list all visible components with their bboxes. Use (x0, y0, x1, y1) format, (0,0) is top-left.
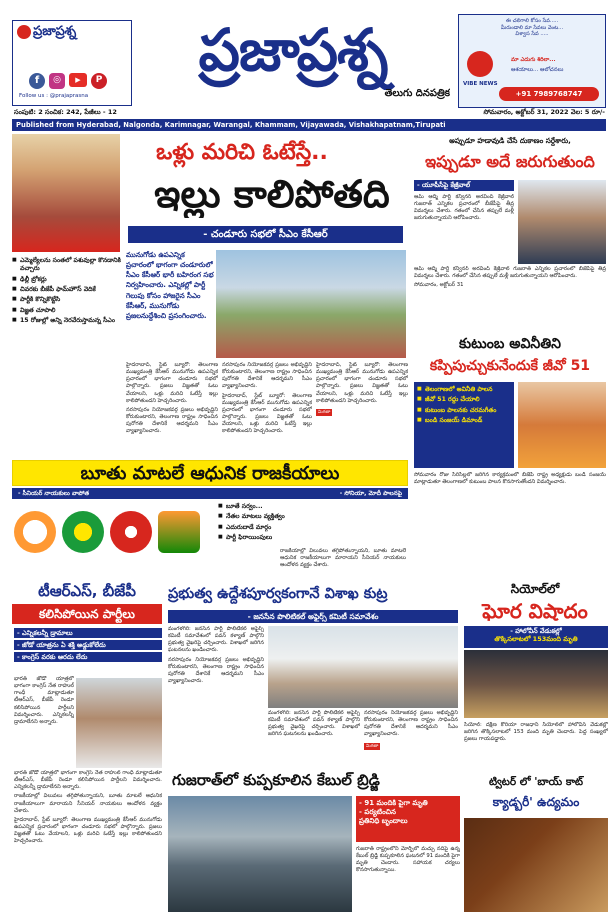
list-item: ■ ఎదురుదాడే మార్గం (218, 523, 408, 533)
janasena-body2 (268, 710, 360, 760)
party-symbols (14, 502, 214, 562)
kejriwal-kicker: అప్పుడూ హడావుడి చేసే దుకాణం సర్దేశారు, (449, 136, 571, 145)
list-item: ■ పార్టీ ఫిరాయింపులు (218, 533, 408, 543)
jio-bullets (417, 385, 511, 426)
trs-bullet: - జోడో యాత్రను ఏ శక్తి అడ్డుకోలేదు (14, 640, 162, 650)
small-logo-follow: Follow us : @prajaprasna (19, 93, 89, 99)
list-item: ■ తెలంగాణలో అవినీతి పాలన (417, 385, 511, 395)
jio-kicker: కుటుంబ అవినీతిని (458, 336, 562, 352)
body-text: హైదరాబాద్, స్టేట్ బ్యూరో: తెలంగాణ ముఖ్యమంత్రి కేసీఆర్ మునుగోడు ఉపఎన్నిక ప్రచారంలో భాగంగా చండూరు సభలో పాల్గొన్నారు. ప్రజలు విజ్ఞతతో ఓటు వేయాలని, ఒళ్లు మరిచి ఓటేస్తే ఇల్లు కాలిపోతుందని హెచ్చరించారు. (316, 362, 408, 404)
ad-tag2: ఆశయాలు... ఆలోచనలు (511, 67, 564, 73)
small-logo-globe-icon (17, 25, 31, 39)
kejriwal-body (414, 194, 514, 264)
list-item: ■ బండి సంజయ్ డిమాండ్ (417, 416, 511, 426)
published-bar: Published from Hyderabad, Nalgonda, Karimnagar, Warangal, Khammam, Vijayawada, Vishakhapatnam,Tirupati (12, 119, 606, 131)
lead-body-col2 (222, 362, 312, 454)
korea-sub (464, 626, 608, 648)
body-text: హైదరాబాద్, స్టేట్ బ్యూరో: తెలంగాణ ముఖ్యమంత్రి కేసీఆర్ మునుగోడు ఉపఎన్నిక ప్రచారంలో భాగంగా చండూరు సభలో పాల్గొన్నారు. ప్రజలు విజ్ఞతతో ఓటు వేయాలని, ఒళ్లు మరిచి ఓటేస్తే ఇల్లు కాలిపోతుందని హెచ్చరించారు. (126, 362, 218, 404)
body-text: గుజరాత్ రాష్ట్రంలోని మోర్బీలో మచ్చు నదిపై ఉన్న కేబుల్ బ్రిడ్జి కుప్పకూలిన ఘటనలో 91 మందికి పైగా మృతి చెందారు. సహాయక చర్యలు కొనసాగుతున్నాయి. (356, 846, 460, 874)
body-text: నరసాపురం నియోజకవర్గ ప్రజలు అభివృద్ధిని కోరుకుంటారని, తెలంగాణ రాష్ట్రం సాధించిన పురోగతి దేశానికే ఆదర్శమని సీఎం వ్యాఖ్యానించారు. (126, 406, 218, 435)
small-logo-box (12, 20, 132, 106)
ad-line2: మీరుండాలి మా సేవలు వెంట... (500, 24, 564, 31)
list-item: ■ బూతే సర్వం... (218, 502, 408, 512)
korea-headline: ఘోర విషాదం (482, 599, 588, 623)
politics-bar-text: - సీనియర్ నాయకులు వాపోత (18, 490, 90, 497)
small-logo-title: ప్రజాప్రశ్న (33, 24, 77, 39)
body-text: మంగళగిరి: జనసేన పార్టీ పొలిటికల్ అఫైర్స్ కమిటీ సమావేశంలో పవన్ కళ్యాణ్ పాల్గొని ప్రభుత్వ వైఖరిపై చర్చించారు. విశాఖలో జరిగిన ఘటనలను ఖండించారు. (168, 626, 264, 654)
lead-intro: మునుగోడు ఉపఎన్నిక ప్రచారంలో భాగంగా చండూరులో సీఎం కేసీఆర్ భారీ బహిరంగ సభ నిర్వహించారు. ఎన్నికల్లో పార్టీ గెలుపు కోసం హాజరైన సీఎం కేసీఆర్, మునుగోడు ప్రజలనుద్దేశించి ప్రసంగించారు. (126, 251, 214, 320)
lead-body-col1 (126, 362, 218, 454)
date-line: సోమవారం, అక్టోబర్ 31, 2022 వెల: 5 రూ/- (483, 108, 605, 116)
bandi-photo (518, 382, 606, 468)
party-symbol-icon (62, 511, 104, 553)
korea-sub2: తొక్కిసలాటలో 153మంది మృతి (494, 635, 578, 644)
rahul-photo (76, 678, 162, 768)
trs-body (14, 676, 74, 766)
trs-bullet: - ఎన్నికలన్నీ డ్రామాలు (14, 628, 162, 638)
list-item: ■ పార్టీకి కొన్నికొట్టేసి (12, 295, 122, 305)
body-text: రాజకీయాల్లో విలువలు తగ్గిపోతున్నాయని, బూతు మాటలే ఆధునిక రాజకీయాలుగా మారాయని సీనియర్ నాయకులు ఆందోళన వ్యక్తం చేశారు. (280, 548, 406, 569)
body-text: మంగళగిరి: జనసేన పార్టీ పొలిటికల్ అఫైర్స్ కమిటీ సమావేశంలో పవన్ కళ్యాణ్ పాల్గొని ప్రభుత్వ వైఖరిపై చర్చించారు. విశాఖలో జరిగిన ఘటనలను ఖండించారు. (268, 710, 360, 738)
body-text: ఆమ్ ఆద్మీ పార్టీ కన్వీనర్ అరవింద్ కేజ్రీవాల్ గుజరాత్ ఎన్నికల ప్రచారంలో బీజేపీపై తీవ్ర విమర్శలు చేశారు. గతంలో చేసిన తప్పులే మళ్లీ జరుగుతున్నాయని ఆరోపించారు. (414, 194, 514, 222)
politics-bar (12, 488, 408, 499)
party-symbol-icon (158, 511, 200, 553)
ad-line3: విశ్వాస సేవ ..... (515, 31, 549, 37)
trs-bullet: - కాంగ్రెస్ వరకు ఆరదు లేదు (14, 652, 162, 662)
ad-brand: VIBE NEWS (463, 81, 498, 87)
kejriwal-body2 (414, 266, 606, 326)
list-item: ■ ఎమ్మెల్యేలను సంతలో పశువుల్లా కొనడానికి వచ్చారు (12, 256, 122, 275)
gujarat-bullet: ప్రతినిధి బృందాలు (359, 816, 408, 825)
body-text: హైదరాబాద్, స్టేట్ బ్యూరో: తెలంగాణ ముఖ్యమంత్రి కేసీఆర్ మునుగోడు ఉపఎన్నిక ప్రచారంలో భాగంగా చండూరు సభలో పాల్గొన్నారు. ప్రజలు విజ్ఞతతో ఓటు వేయాలని, ఒళ్లు మరిచి ఓటేస్తే ఇల్లు కాలిపోతుందని హెచ్చరించారు. (14, 816, 162, 845)
lead-headline: ఇల్లు కాలిపోతది (154, 172, 390, 216)
list-item: ■ విజ్ఞత చూపాలి (12, 306, 122, 316)
jio-bullet-box (414, 382, 514, 468)
twitter-headline (464, 772, 608, 816)
body-text: సోమవారం రోజు సిరిసిల్లలో జరిగిన కార్యక్రమంలో బీజేపీ రాష్ట్ర అధ్యక్షుడు బండి సంజయ్ మాట్లాడుతూ తెలంగాణలో కుటుంబ పాలన కొనసాగుతోందని విమర్శించారు. (414, 472, 606, 486)
ad-phone[interactable]: +91 7989768747 (499, 87, 599, 101)
ad-tag1: మా ఎదుగు శిరిలా... (511, 57, 556, 63)
kejriwal-sub: - యూపీసీపై కేజ్రీవాల్ (414, 180, 514, 191)
body-text: నరసాపురం నియోజకవర్గ ప్రజలు అభివృద్ధిని కోరుకుంటారని, తెలంగాణ రాష్ట్రం సాధించిన పురోగతి దేశానికే ఆదర్శమని సీఎం వ్యాఖ్యానించారు. (364, 710, 458, 738)
body-text: నరసాపురం నియోజకవర్గ ప్రజలు అభివృద్ధిని కోరుకుంటారని, తెలంగాణ రాష్ట్రం సాధించిన పురోగతి దేశానికే ఆదర్శమని సీఎం వ్యాఖ్యానించారు. (168, 656, 264, 684)
list-item: ■ కుటుంబ పాలనకు చరమగీతం (417, 406, 511, 416)
more-tag[interactable]: మిగతా (318, 409, 331, 415)
party-symbol-icon (110, 511, 152, 553)
ad-line1: ఈ చలిగాలి కోసం సేవ..... (505, 18, 559, 24)
jio-headline: కప్పిపుచ్చుకునేందుకే జీవో 51 (429, 358, 591, 374)
lead-kicker: ఒళ్లు మరిచి ఓటేస్తే.. (156, 140, 328, 165)
pinterest-icon[interactable]: P (91, 73, 107, 89)
more-tag[interactable]: మిగతా (366, 743, 379, 749)
korea-kicker: సియోల్‌లో (510, 582, 560, 596)
gujarat-bullet: - 91 మందికి పైగా మృతి (359, 799, 428, 807)
list-item: ■ నేతల మాటలు వ్యక్తిత్వం (218, 512, 408, 522)
masthead-tagline: తెలుగు దినపత్రిక (384, 88, 450, 99)
body-text: సియోల్: దక్షిణ కొరియా రాజధాని సియోల్‌లో హాలోవీన్ వేడుకల్లో జరిగిన తొక్కిసలాటలో 153 మంది మృతి చెందారు. పెద్ద సంఖ్యలో ప్రజలు గాయపడ్డారు. (464, 722, 608, 743)
issue-line: సంపుటి: 2 సంచిక: 242, పేజీలు - 12 (14, 108, 117, 116)
list-item: ■ జీవో 51 రద్దు చేయాలి (417, 395, 511, 405)
gujarat-bullets (356, 796, 460, 842)
lead-left-column (12, 256, 122, 456)
body-text: రాజకీయాల్లో విలువలు తగ్గిపోతున్నాయని, బూతు మాటలే ఆధునిక రాజకీయాలుగా మారాయని సీనియర్ నాయకులు ఆందోళన వ్యక్తం చేశారు. (14, 793, 162, 814)
body-text: సోమవారం, అక్టోబర్ 31 (414, 282, 464, 289)
list-item: ■ 15 రోజుల్లో అన్ని నెరవేరుస్తామన్న సీఎం (12, 316, 122, 326)
politics-body (280, 548, 406, 574)
facebook-icon[interactable]: f (29, 73, 45, 89)
janasena-body3 (364, 710, 458, 760)
list-item: ■ ఢిల్లీ బ్రోకర్లు (12, 275, 122, 285)
body-text: ఆమ్ ఆద్మీ పార్టీ కన్వీనర్ అరవింద్ కేజ్రీవాల్ గుజరాత్ ఎన్నికల ప్రచారంలో బీజేపీపై తీవ్ర విమర్శలు చేశారు. గతంలో చేసిన తప్పులే మళ్లీ జరుగుతున్నాయని ఆరోపించారు. (414, 266, 606, 280)
body-text: హైదరాబాద్, స్టేట్ బ్యూరో: తెలంగాణ ముఖ్యమంత్రి కేసీఆర్ మునుగోడు ఉపఎన్నిక ప్రచారంలో భాగంగా చండూరు సభలో పాల్గొన్నారు. ప్రజలు విజ్ఞతతో ఓటు వేయాలని, ఒళ్లు మరిచి ఓటేస్తే ఇల్లు కాలిపోతుందని హెచ్చరించారు. (222, 392, 312, 435)
trs-body2 (14, 770, 162, 910)
instagram-icon[interactable]: ◎ (49, 73, 65, 89)
kejriwal-headline: ఇప్పుడూ అదే జరుగుతుంది (425, 152, 595, 171)
lead-body-col3 (316, 362, 408, 454)
politics-headline: బూతు మాటలే ఆధునిక రాజకీయాలు (12, 460, 408, 486)
kcr-photo (12, 134, 120, 252)
gujarat-headline: గుజరాత్‌లో కుప్పకూలిన కేబుల్ బ్రిడ్జి (168, 768, 460, 792)
body-text: నరసాపురం నియోజకవర్గ ప్రజలు అభివృద్ధిని కోరుకుంటారని, తెలంగాణ రాష్ట్రం సాధించిన పురోగతి దేశానికే ఆదర్శమని సీఎం వ్యాఖ్యానించారు. (222, 362, 312, 390)
lead-bullets (12, 256, 122, 327)
pawan-photo (268, 626, 458, 708)
janasena-headline: ప్రభుత్వ ఉద్దేశపూర్వకంగానే విశాఖ కుట్ర (168, 586, 388, 602)
korea-sub1: - హాలోవీన్ వేడుకల్లో (510, 627, 562, 635)
politics-bar-text2: - సోనియా, మోదీ పాలనపై (339, 490, 402, 497)
kejriwal-photo (518, 180, 606, 264)
korea-body (464, 722, 608, 766)
gujarat-bullet: - పర్యటించిన (359, 807, 396, 816)
seoul-photo (464, 650, 608, 718)
masthead-title: ప్రజాప్రశ్న (198, 16, 388, 84)
list-item: ■ చివరకు బీజేపీ ఫామ్‌హౌస్ వెదికే (12, 285, 122, 295)
trs-headline1: టీఆర్ఎస్, బీజేపీ (38, 582, 136, 600)
body-text: భారత్ జోడో యాత్రలో భాగంగా కాంగ్రెస్ నేత రాహుల్ గాంధీ మాట్లాడుతూ టీఆర్ఎస్, బీజేపీ రెండూ కలిసిపోయిన పార్టీలని విమర్శించారు. ఎన్నికలన్నీ డ్రామాలేనని అన్నారు. (14, 676, 74, 725)
youtube-icon[interactable]: ▶ (69, 73, 87, 87)
twitter-headline2: క్యాడ్బరీ' ఉద్యమం (492, 795, 580, 809)
jio-body (414, 472, 606, 516)
trs-bullets (14, 628, 162, 672)
body-text: భారత్ జోడో యాత్రలో భాగంగా కాంగ్రెస్ నేత రాహుల్ గాంధీ మాట్లాడుతూ టీఆర్ఎస్, బీజేపీ రెండూ కలిసిపోయిన పార్టీలని విమర్శించారు. ఎన్నికలన్నీ డ్రామాలేనని అన్నారు. (14, 770, 162, 791)
janasena-body1 (168, 626, 264, 718)
ad-logo-icon (467, 51, 493, 77)
trs-headline2: కలిసిపోయిన పార్టీలు (12, 604, 162, 624)
janasena-sub: - జనసేన పొలిటికల్ అఫైర్స్ కమిటీ సమావేశం (168, 610, 458, 623)
twitter-headline1: ట్విటర్ లో 'బాయ్ కాట్ (488, 776, 584, 788)
chocolate-photo (464, 818, 608, 912)
rally-photo (216, 250, 406, 358)
social-icons (29, 73, 107, 89)
bridge-photo (168, 796, 352, 912)
gujarat-body (356, 846, 460, 912)
lead-subhead: - చండూరు సభలో సీఎం కేసీఆర్ (128, 226, 403, 243)
top-right-ad (458, 14, 606, 108)
party-symbol-icon (14, 511, 56, 553)
